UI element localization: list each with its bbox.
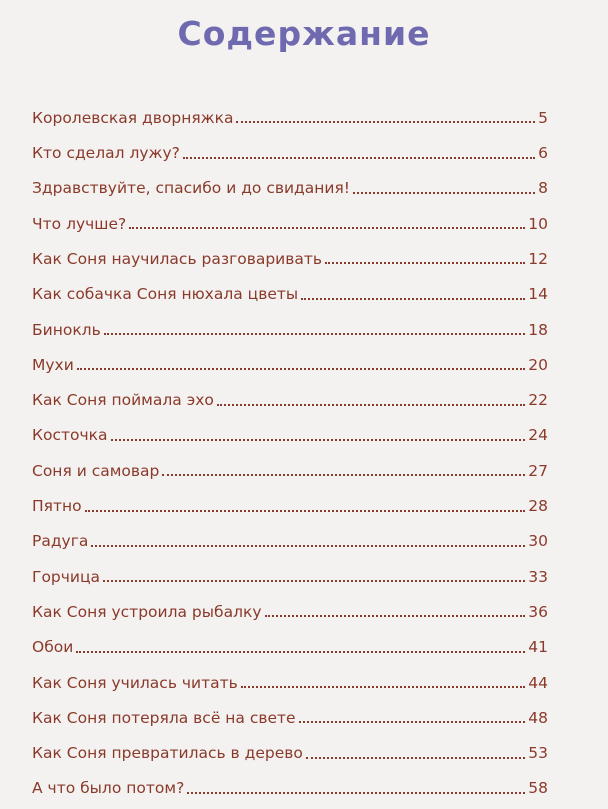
toc-leader-dots [111,438,526,441]
toc-entry-page: 44 [528,673,548,692]
toc-entry [32,91,548,126]
toc-entry-title: Здравствуйте, спасибо и до свидания! [32,179,351,198]
toc-leader-dots [77,367,525,370]
toc-entry [32,585,548,620]
toc-entry-page: 27 [528,461,548,480]
toc-entry [32,479,548,514]
toc-entry-title: Как Соня потеряла всё на свете [32,708,296,727]
page-title: Содержание [177,14,431,53]
toc-entry-title: Бинокль [32,320,101,339]
toc-entry-page: 36 [528,602,548,621]
toc-entry [32,550,548,585]
toc-leader-dots [103,579,525,582]
toc-entry [32,444,548,479]
toc-entry [32,338,548,373]
toc-entry [32,656,548,691]
toc-entry-title: Как Соня научилась разговаривать [32,249,323,268]
toc-entry-title: Как Соня превратилась в дерево [32,744,303,763]
toc-entry-title: Соня и самовар [32,461,160,480]
toc-leader-dots [129,226,525,229]
toc-entry-title: Пятно [32,497,82,516]
toc-entry-page: 12 [528,249,548,268]
toc-leader-dots [183,156,535,159]
toc-entry-title: А что было потом? [32,779,185,798]
toc-entry [32,691,548,726]
toc-entry-title: Как Соня устроила рыбалку [32,602,262,621]
toc-entry [32,726,548,761]
toc-leader-dots [187,791,525,794]
toc-leader-dots [85,509,526,512]
table-of-contents [32,91,548,797]
toc-entry-page: 53 [528,744,548,763]
toc-entry-page: 33 [528,567,548,586]
toc-leader-dots [325,261,525,264]
toc-leader-dots [104,332,526,335]
toc-entry [32,303,548,338]
toc-entry-title: Мухи [32,355,74,374]
toc-entry-page: 18 [528,320,548,339]
toc-entry-title: Кто сделал лужу? [32,144,180,163]
toc-leader-dots [162,473,525,476]
toc-entry-page: 10 [528,214,548,233]
toc-entry [32,515,548,550]
toc-leader-dots [299,720,526,723]
toc-entry-page: 48 [528,708,548,727]
toc-entry-title: Радуга [32,532,89,551]
toc-leader-dots [91,544,525,547]
toc-entry-title: Косточка [32,426,108,445]
toc-entry-page: 41 [528,638,548,657]
toc-leader-dots [236,120,535,123]
toc-entry-title: Обои [32,638,74,657]
toc-entry-page: 6 [538,144,548,163]
toc-leader-dots [241,685,525,688]
toc-entry [32,197,548,232]
toc-entry-title: Как собачка Соня нюхала цветы [32,285,299,304]
toc-leader-dots [306,756,525,759]
toc-entry-page: 22 [528,391,548,410]
toc-entry-page: 20 [528,355,548,374]
toc-entry-title: Королевская дворняжка [32,108,234,127]
toc-entry [32,762,548,797]
toc-leader-dots [265,614,526,617]
toc-entry-page: 30 [528,532,548,551]
toc-leader-dots [217,403,525,406]
toc-entry-page: 24 [528,426,548,445]
toc-leader-dots [301,297,525,300]
toc-entry-title: Что лучше? [32,214,127,233]
toc-entry-page: 14 [528,285,548,304]
toc-entry-page: 58 [528,779,548,798]
toc-entry [32,409,548,444]
toc-entry [32,162,548,197]
toc-entry-title: Горчица [32,567,101,586]
toc-entry [32,620,548,655]
toc-leader-dots [76,650,525,653]
toc-entry [32,126,548,161]
toc-entry [32,232,548,267]
toc-entry [32,267,548,302]
toc-leader-dots [353,191,535,194]
toc-entry-title: Как Соня поймала эхо [32,391,214,410]
toc-entry-title: Как Соня училась читать [32,673,238,692]
toc-entry-page: 5 [538,108,548,127]
toc-entry [32,373,548,408]
toc-entry-page: 28 [528,497,548,516]
toc-entry-page: 8 [538,179,548,198]
